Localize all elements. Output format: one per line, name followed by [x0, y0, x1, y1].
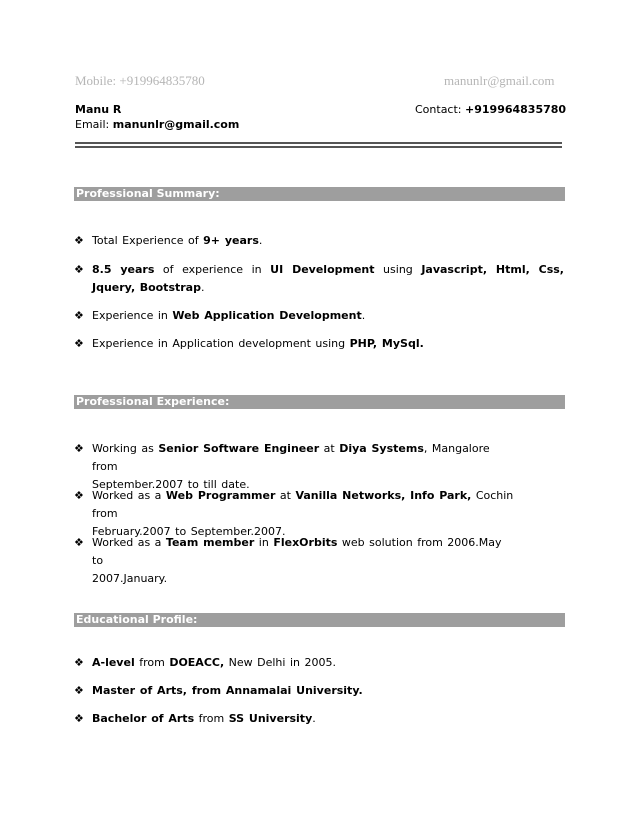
- text-bold: Team member: [165, 536, 255, 549]
- text-bold: 9+ years: [203, 234, 259, 247]
- experience-item: [74, 487, 564, 541]
- header-mobile: Mobile: +919964835780: [75, 73, 205, 88]
- text: Experience in: [92, 309, 173, 322]
- text: at: [319, 442, 340, 455]
- text: Working as: [92, 442, 159, 455]
- experience-item: [74, 440, 564, 494]
- divider-bottom: [75, 146, 562, 148]
- text-bold: Senior Software Engineer: [158, 442, 320, 455]
- experience-item: [74, 534, 564, 588]
- contact-phone: +919964835780: [465, 103, 567, 116]
- text: from: [134, 656, 170, 669]
- candidate-name: Manu R: [75, 103, 122, 116]
- text-bold: Diya Systems: [339, 442, 424, 455]
- text-bold: Web Application Development: [172, 309, 362, 322]
- text: Worked as a: [92, 536, 166, 549]
- text: September.2007 to till date.: [92, 478, 250, 491]
- text-bold: FlexOrbits: [273, 536, 338, 549]
- summary-item: [74, 307, 564, 325]
- text: using: [374, 263, 422, 276]
- section-header-education: Educational Profile:: [74, 613, 565, 627]
- text-bold: A-level: [92, 656, 135, 669]
- text: web solution from 2006.May to: [92, 536, 502, 567]
- header-email: manunlr@gmail.com: [444, 73, 555, 88]
- bullet-icon: ❖: [74, 656, 84, 669]
- text-bold: Bootstrap: [139, 281, 201, 294]
- text: .: [200, 281, 205, 294]
- text: Cochin from: [92, 489, 514, 520]
- bullet-icon: ❖: [74, 234, 84, 247]
- bullet-icon: ❖: [74, 263, 84, 276]
- text: in: [254, 536, 274, 549]
- text: .: [361, 309, 366, 322]
- text: , Mangalore from: [92, 442, 490, 473]
- summary-item: [74, 261, 564, 297]
- bullet-icon: ❖: [74, 684, 84, 697]
- text-bold: SS University: [228, 712, 313, 725]
- text: Experience in Application development using: [92, 337, 350, 350]
- text: .: [258, 234, 263, 247]
- text: February.2007 to September.2007.: [92, 525, 286, 538]
- text: New Delhi in 2005.: [224, 656, 336, 669]
- text-bold: 8.5 years: [92, 263, 155, 276]
- contact-label: Contact:: [415, 103, 462, 116]
- email-line: [75, 118, 239, 131]
- text: 2007.January.: [92, 572, 168, 585]
- text-bold: DOEACC,: [169, 656, 225, 669]
- text: of experience in: [154, 263, 271, 276]
- text-bold: Javascript, Html, Css, Jquery,: [92, 263, 564, 294]
- bullet-icon: ❖: [74, 712, 84, 725]
- summary-item: [74, 335, 564, 353]
- email-label: Email:: [75, 118, 110, 131]
- section-header-experience: Professional Experience:: [74, 395, 565, 409]
- contact-line: [415, 103, 566, 116]
- text: from: [194, 712, 229, 725]
- bullet-icon: ❖: [74, 536, 84, 549]
- text-bold: Vanilla Networks, Info Park,: [295, 489, 472, 502]
- summary-item: [74, 232, 564, 250]
- email-address: manunlr@gmail.com: [112, 118, 240, 131]
- divider-top: [75, 142, 562, 144]
- education-item: [74, 654, 564, 672]
- text: at: [275, 489, 296, 502]
- text-bold: Bachelor of Arts: [92, 712, 195, 725]
- text: Total Experience of: [92, 234, 204, 247]
- education-item: [74, 710, 564, 728]
- bullet-icon: ❖: [74, 442, 84, 455]
- bullet-icon: ❖: [74, 337, 84, 350]
- text: .: [312, 712, 316, 725]
- bullet-icon: ❖: [74, 489, 84, 502]
- bullet-icon: ❖: [74, 309, 84, 322]
- text-bold: Web Programmer: [165, 489, 276, 502]
- text: Worked as a: [92, 489, 166, 502]
- text-bold: UI Development: [270, 263, 375, 276]
- education-item: [74, 682, 564, 700]
- section-header-summary: Professional Summary:: [74, 187, 565, 201]
- text-bold: Master of Arts, from Annamalai University.: [92, 684, 363, 697]
- text-bold: PHP, MySql.: [349, 337, 424, 350]
